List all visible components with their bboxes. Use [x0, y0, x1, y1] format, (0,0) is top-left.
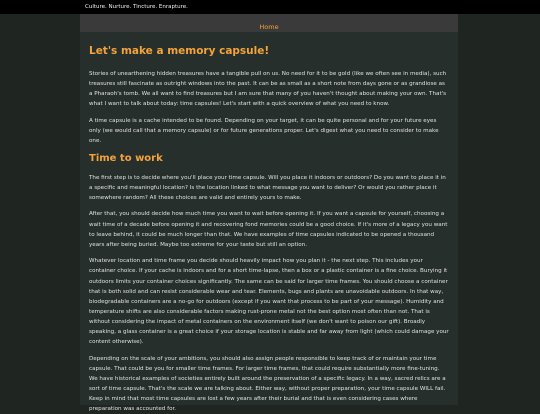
nav-home-link[interactable]: Home — [259, 23, 279, 31]
intro-paragraph-2: A time capsule is a cache intended to be found. Depending on your target, it can be quite personal and for your future eyes only (we would call that a memory capsule) or for future generations proper. Let's digest what you need to consider to make one. — [89, 117, 439, 145]
site-tagline: Culture. Nurture. Tincture. Enrapture. — [0, 0, 540, 14]
section-paragraph-1: The first step is to decide where you'll place your time capsule. Will you place it indoors or outdoors? Do you want to place it in a specific and meaningful location? Is the location linked to what message you want to deliver? Or would you rather place it somewhere random? All these choices are valid and entirely yours to make. — [89, 174, 446, 201]
section-paragraph-2: After that, you should decide how much time you want to wait before opening it. If you want a capsule for yourself, choosing a wait time of a decade before opening it and recovering fond memories could be a good choice. If it's more of a legacy you want to leave behind, it could be much longer than that. We have examples of time capsules indicated to be opened a thousand years after being buried. Maybe too extreme for your taste but still an option. — [89, 211, 448, 248]
intro-paragraph-1: Stories of unearthening hidden treasures have a tangible pull on us. No need for it to be gold (like we often see in media), such treasures still fascinate as outright windows into the past. It can be as small as a short note from days gone or as grandiose as a Pharaoh's tomb. We all want to find treasures but I am sure that many of you haven't thought about making your own. That's what I want to talk about today: time capsules! Let's start with a quick overview of what you need to know. — [89, 71, 447, 108]
section-paragraph-4: Depending on the scale of your ambitions, you should also assign people responsible to keep track of or maintain your time capsule. That could be you for smaller time frames. For larger time frames, that could require substantially more fine-tuning. We have historical examples of societies entirely built around the preservation of a specific legacy. In a way, sacred relics are a sort of time capsule. That's the scale we are talking about. Either way, without proper preparation, your time capsule WILL fail. Keep in mind that most time capsules are lost a few years after their burial and that is even considering cases where preparation was accounted for. — [89, 355, 446, 413]
section-title: Time to work — [89, 152, 163, 164]
main-navbar — [80, 14, 458, 32]
article-content — [80, 32, 458, 413]
section-paragraph-3: Whatever location and time frame you decide should heavily impact how you plan it - the next step. This includes your container choice. If your cache is indoors and for a short time-lapse, then a box or a plastic container is a fine choice. Burying it outdoors limits your container choices significantly. The same can be said for larger time frames. You should choose a container that is both solid and can resist considerable wear and tear. Elements, bugs and plants are unavoidable outdoors. In that way, biodegradable containers are a no-go for outdoors (except if you want that process to be part of your message). Humidity and temperature shifts are also considerable factors making rust-prone metal not the best option most often than not. That is without considering the impact of metal containers on the environment itself (we don't want to poison our gift). Broadly speaking, a glass container is a great choice if your storage location is stable and far away from light (which could damage your content otherwise). — [89, 258, 449, 346]
article-title: Let's make a memory capsule! — [89, 45, 270, 57]
